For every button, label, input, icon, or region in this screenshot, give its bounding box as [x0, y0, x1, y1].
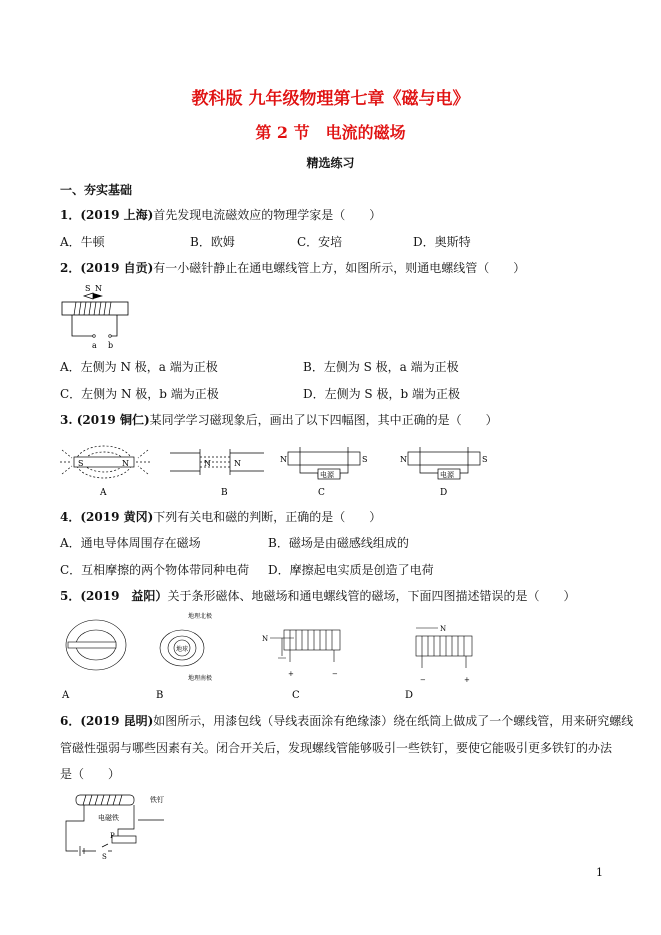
label-s: S [482, 455, 488, 464]
q1-option-b: B．欧姆 [190, 235, 235, 249]
question-1 [60, 208, 381, 222]
label-s: S [362, 455, 368, 464]
q4-option-c: C．互相摩擦的两个物体带同种电荷 [60, 563, 250, 577]
fig-label-c: C [318, 488, 325, 498]
label-n: N [400, 455, 407, 464]
label-power: 电源 [440, 471, 454, 479]
label-electromagnet: 电磁铁 [98, 814, 119, 822]
fig-label-b: B [156, 690, 164, 701]
question-text: 某同学学习磁现象后，画出了以下四幅图，其中正确的是（ ） [149, 413, 498, 427]
q2-option-b: B．左侧为 S 极，a 端为正极 [303, 360, 459, 374]
label-n: N [234, 459, 241, 468]
q1-option-a: A．牛顿 [60, 235, 105, 249]
document-title: 教科版 九年级物理第七章《磁与电》 [191, 89, 470, 109]
label-switch: S [102, 853, 107, 861]
electromagnet-circuit-figure [60, 790, 170, 861]
question-number: 2．(2019 自贡) [60, 261, 154, 275]
fig-label-c: C [292, 690, 300, 701]
label-s: S [78, 459, 84, 468]
question-5 [60, 589, 575, 603]
q4-option-b: B．磁场是由磁感线组成的 [268, 536, 409, 550]
label-power: 电源 [320, 471, 334, 479]
magnet-field-figures [60, 610, 480, 700]
page-number: 1 [596, 866, 603, 879]
label-n: N [204, 459, 211, 468]
label-nail: 铁钉 [150, 796, 164, 804]
label-n: N [280, 455, 287, 464]
section-heading: 一、夯实基础 [60, 183, 133, 197]
q4-option-d: D．摩擦起电实质是创造了电荷 [268, 563, 434, 577]
question-6-line-2: 管磁性强弱与哪些因素有关。闭合开关后，发现螺线管能够吸引一些铁钉，要使它能吸引更多铁钉的办法 [60, 741, 613, 755]
question-3 [60, 413, 498, 427]
question-text: 如图所示，用漆包线（导线表面涂有绝缘漆）绕在纸筒上做成了一个螺线管，用来研究螺线 [153, 714, 634, 728]
q2-option-a: A．左侧为 N 极，a 端为正极 [60, 360, 218, 374]
question-6 [60, 714, 633, 728]
question-6-line-3: 是（ ） [60, 767, 121, 781]
label-geo-south: 地理南极 [188, 675, 213, 682]
label-s: S [85, 284, 91, 293]
section-subtitle: 第 2 节 电流的磁场 [255, 123, 406, 142]
solenoid-compass-figure [60, 282, 130, 354]
fig-label-a: A [62, 690, 70, 701]
q4-option-a: A．通电导体周围存在磁场 [60, 536, 201, 550]
q2-option-d: D．左侧为 S 极，b 端为正极 [303, 387, 460, 401]
practice-heading: 精选练习 [306, 156, 355, 170]
question-number: 1．(2019 上海) [60, 208, 154, 222]
label-p: P [110, 832, 115, 840]
label-minus: − [332, 670, 338, 678]
fig-label-d: D [405, 690, 414, 701]
question-number: 6．(2019 昆明) [60, 714, 154, 728]
label-minus: − [420, 676, 426, 684]
question-number: 4．(2019 黄冈) [60, 510, 154, 524]
label-a: a [92, 341, 97, 350]
question-text: 关于条形磁体、地磁场和通电螺线管的磁场，下面四图描述错误的是（ ） [167, 589, 576, 603]
label-n: N [262, 635, 269, 643]
fig-label-d: D [440, 488, 448, 498]
label-plus: + [288, 670, 294, 678]
label-n: N [440, 625, 447, 633]
question-number: 5．(2019 益阳） [60, 589, 168, 603]
label-geo-north: 地理北极 [188, 613, 213, 620]
fig-label-b: B [221, 488, 228, 498]
question-text: 首先发现电流磁效应的物理学家是（ ） [153, 208, 382, 222]
q2-option-c: C．左侧为 N 极，b 端为正极 [60, 387, 219, 401]
label-plus: + [464, 676, 470, 684]
label-b: b [108, 341, 114, 350]
question-4 [60, 510, 381, 524]
label-n: N [95, 284, 102, 293]
question-text: 有一小磁针静止在通电螺线管上方，如图所示，则通电螺线管（ ） [153, 261, 526, 275]
label-n: N [122, 459, 129, 468]
question-text: 下列有关电和磁的判断，正确的是（ ） [153, 510, 382, 524]
magnetic-field-figures [60, 435, 490, 500]
fig-label-a: A [100, 488, 107, 498]
label-earth: 地球 [176, 646, 189, 653]
question-2 [60, 261, 525, 275]
q1-option-c: C．安培 [297, 235, 343, 249]
q1-option-d: D．奥斯特 [413, 235, 471, 249]
question-number: 3. (2019 铜仁) [60, 413, 150, 427]
